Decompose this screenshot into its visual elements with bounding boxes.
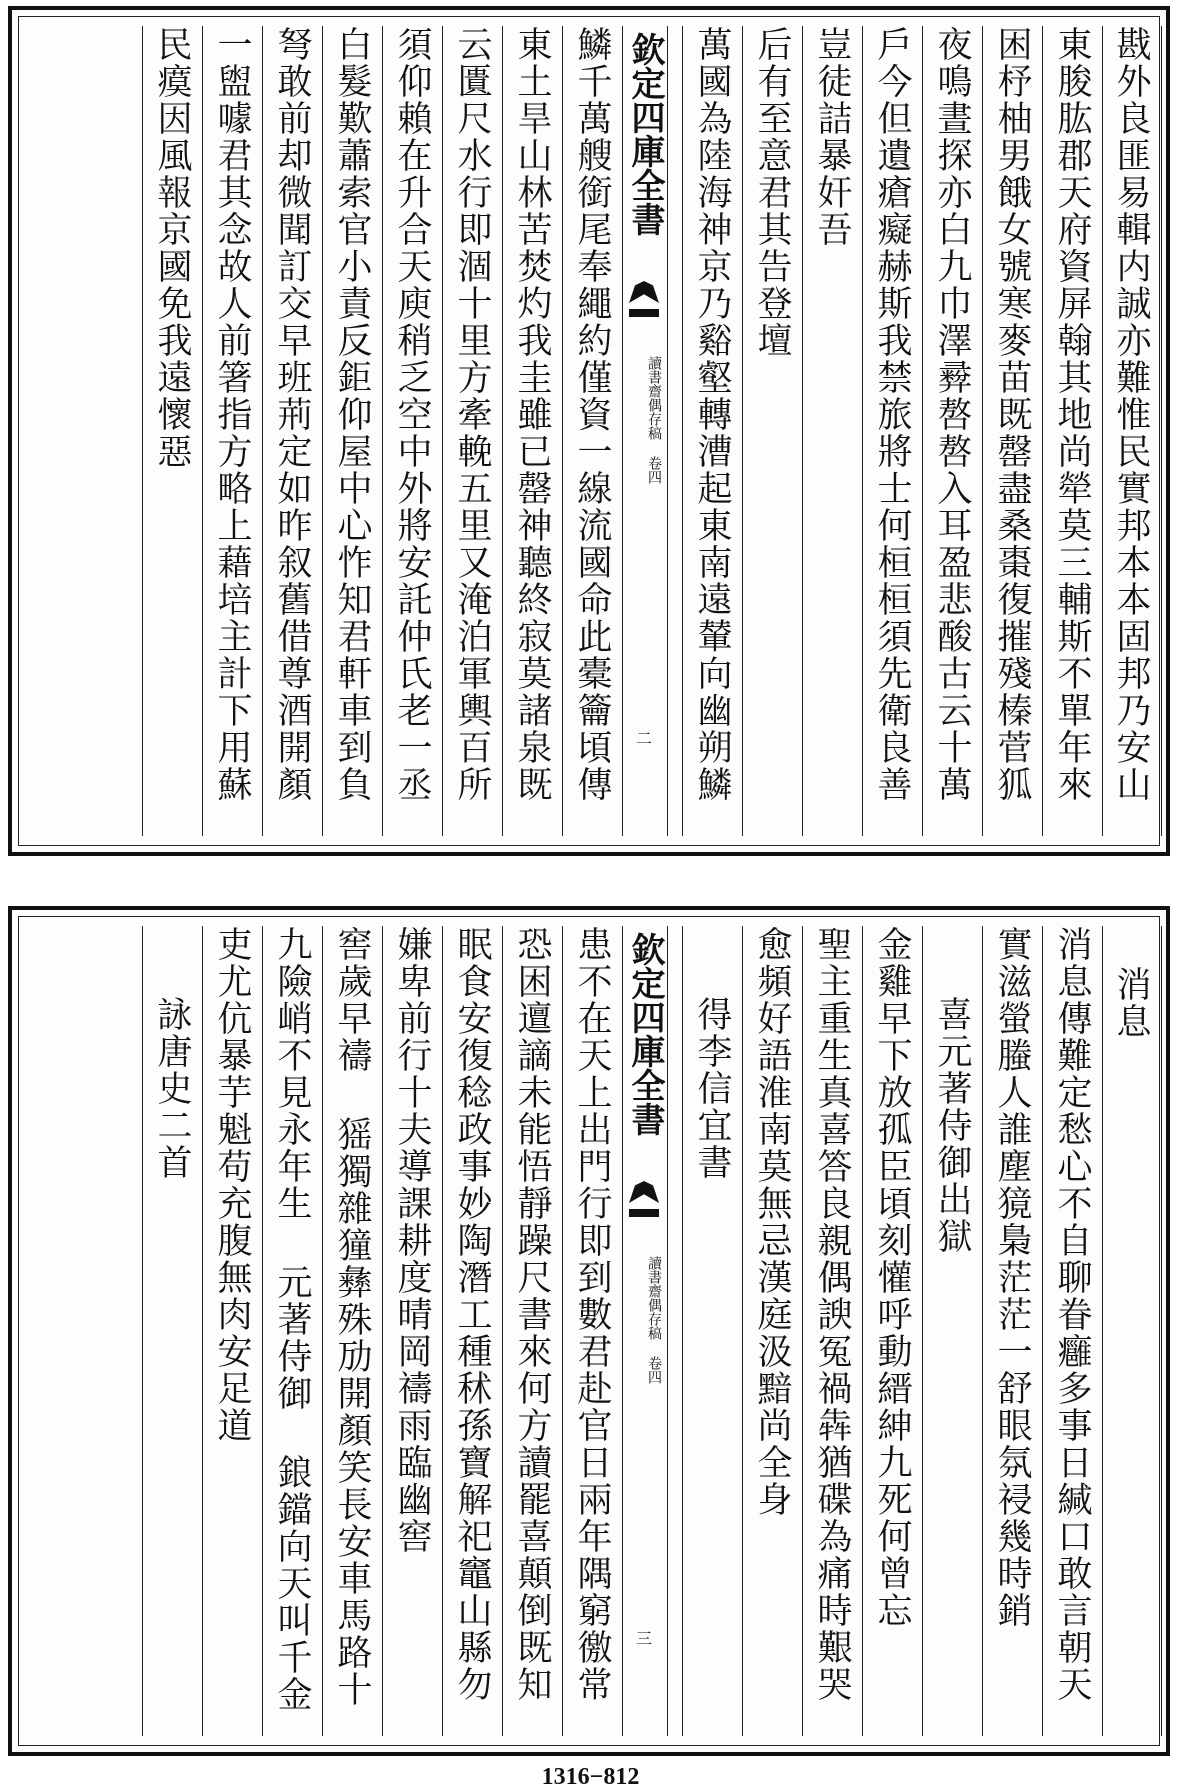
bottom-page	[8, 906, 1170, 1756]
page-footer-code: 1316−812	[541, 1764, 640, 1790]
text-column: 東朘肱郡天府資屏翰其地尚犖莫三輔斯不單年來	[1042, 26, 1102, 836]
text-column: 萬國為陸海神京乃谿壑轉漕起東南遠輦向幽朔鱗	[682, 26, 742, 836]
top-page	[8, 6, 1170, 856]
text-column: 愈頻好語淮南莫無忌漢庭汲黯尚全身	[742, 926, 802, 1736]
text-column: 一盥噱君其念故人前箸指方略上藉培主計下用蘇	[202, 26, 262, 836]
center-fold	[622, 926, 668, 1736]
text-column: 困杼柚男餓女號寒麥苗既罄盡桑棗復摧殘榛菅狐	[982, 26, 1042, 836]
poem-title: 喜元著侍御出獄	[922, 926, 982, 1736]
text-column: 患不在天上出門行即到數君赴官日兩年隅窮徼常	[562, 926, 622, 1736]
text-column: 窖歲早禱 猺獨雜獞彝殊劢開顏笑長安車馬路十	[322, 926, 382, 1736]
poem-title: 詠唐史二首	[142, 926, 202, 1736]
text-column: 白髮歎蕭索官小責反鉅仰屋中心怍知君軒車到負	[322, 26, 382, 836]
page-number: 三	[636, 1629, 653, 1648]
poem-title: 得李信宜書	[682, 926, 742, 1736]
text-column: 后有至意君其告登壇	[742, 26, 802, 836]
text-column: 恐困邅謫未能悟靜躁尺書來何方讀罷喜顛倒既知	[502, 926, 562, 1736]
text-column: 夜鳴晝探亦白九巾澤彛嗸嗸入耳盈悲酸古云十萬	[922, 26, 982, 836]
text-column: 云匱尺水行即涸十里方牽輓五里又淹泊軍輿百所	[442, 26, 502, 836]
volume-label: 讀書齋偶存稿 卷四	[646, 1256, 662, 1384]
text-column: 弩敢前却微聞訂交早班荊定如昨叙舊借尊酒開顏	[262, 26, 322, 836]
text-column: 須仰賴在升合天庾稍乏空中外將安託仲氏老一丞	[382, 26, 442, 836]
text-column: 民瘼因風報京國免我遠懷惡	[142, 26, 202, 836]
text-column: 聖主重生真喜答良親偶諛冤禍犇猶碟為痛時艱哭	[802, 926, 862, 1736]
text-column: 九險峭不見永年生 元著侍御 鋃鐺向天叫千金	[262, 926, 322, 1736]
volume-label: 讀書齋偶存稿 卷四	[646, 356, 662, 484]
book-title: 欽定四庫全書	[625, 932, 665, 1136]
fish-tail-mark-icon	[629, 281, 659, 303]
text-column: 吏尤伉暴芋魁苟充腹無肉安足道	[202, 926, 262, 1736]
text-column: 鱗千萬艘銜尾奉繩約僅資一線流國命此橐籥頃傳	[562, 26, 622, 836]
fish-tail-bar-icon	[629, 1209, 659, 1217]
fish-tail-mark-icon	[629, 1181, 659, 1203]
text-column: 消息傳難定愁心不自聊眷癰多事日緘口敢言朝天	[1042, 926, 1102, 1736]
book-title: 欽定四庫全書	[625, 32, 665, 236]
poem-title: 消息	[1102, 926, 1162, 1736]
text-column: 戡外良匪易輯内誠亦難惟民實邦本本固邦乃安山	[1102, 26, 1162, 836]
text-column: 眠食安復稔政事妙陶潛工種秫孫寶解祀竈山縣勿	[442, 926, 502, 1736]
text-column: 豈徒詰暴奸吾	[802, 26, 862, 836]
fish-tail-bar-icon	[629, 309, 659, 317]
text-column: 金雞早下放孤臣頃刻懽呼動縉紳九死何曾忘	[862, 926, 922, 1736]
text-column: 東土旱山林苦焚灼我圭雖已罄神聽終寂莫諸泉既	[502, 26, 562, 836]
text-column: 嫌卑前行十夫導課耕度晴岡禱雨臨幽窖	[382, 926, 442, 1736]
center-fold	[622, 26, 668, 836]
text-column: 戶今但遺瘡癡赫斯我禁旅將士何桓桓須先衛良善	[862, 26, 922, 836]
text-column: 實滋螢螣人誰塵獍梟茫茫一舒眼氛祲幾時銷	[982, 926, 1042, 1736]
page-number: 二	[636, 729, 653, 748]
